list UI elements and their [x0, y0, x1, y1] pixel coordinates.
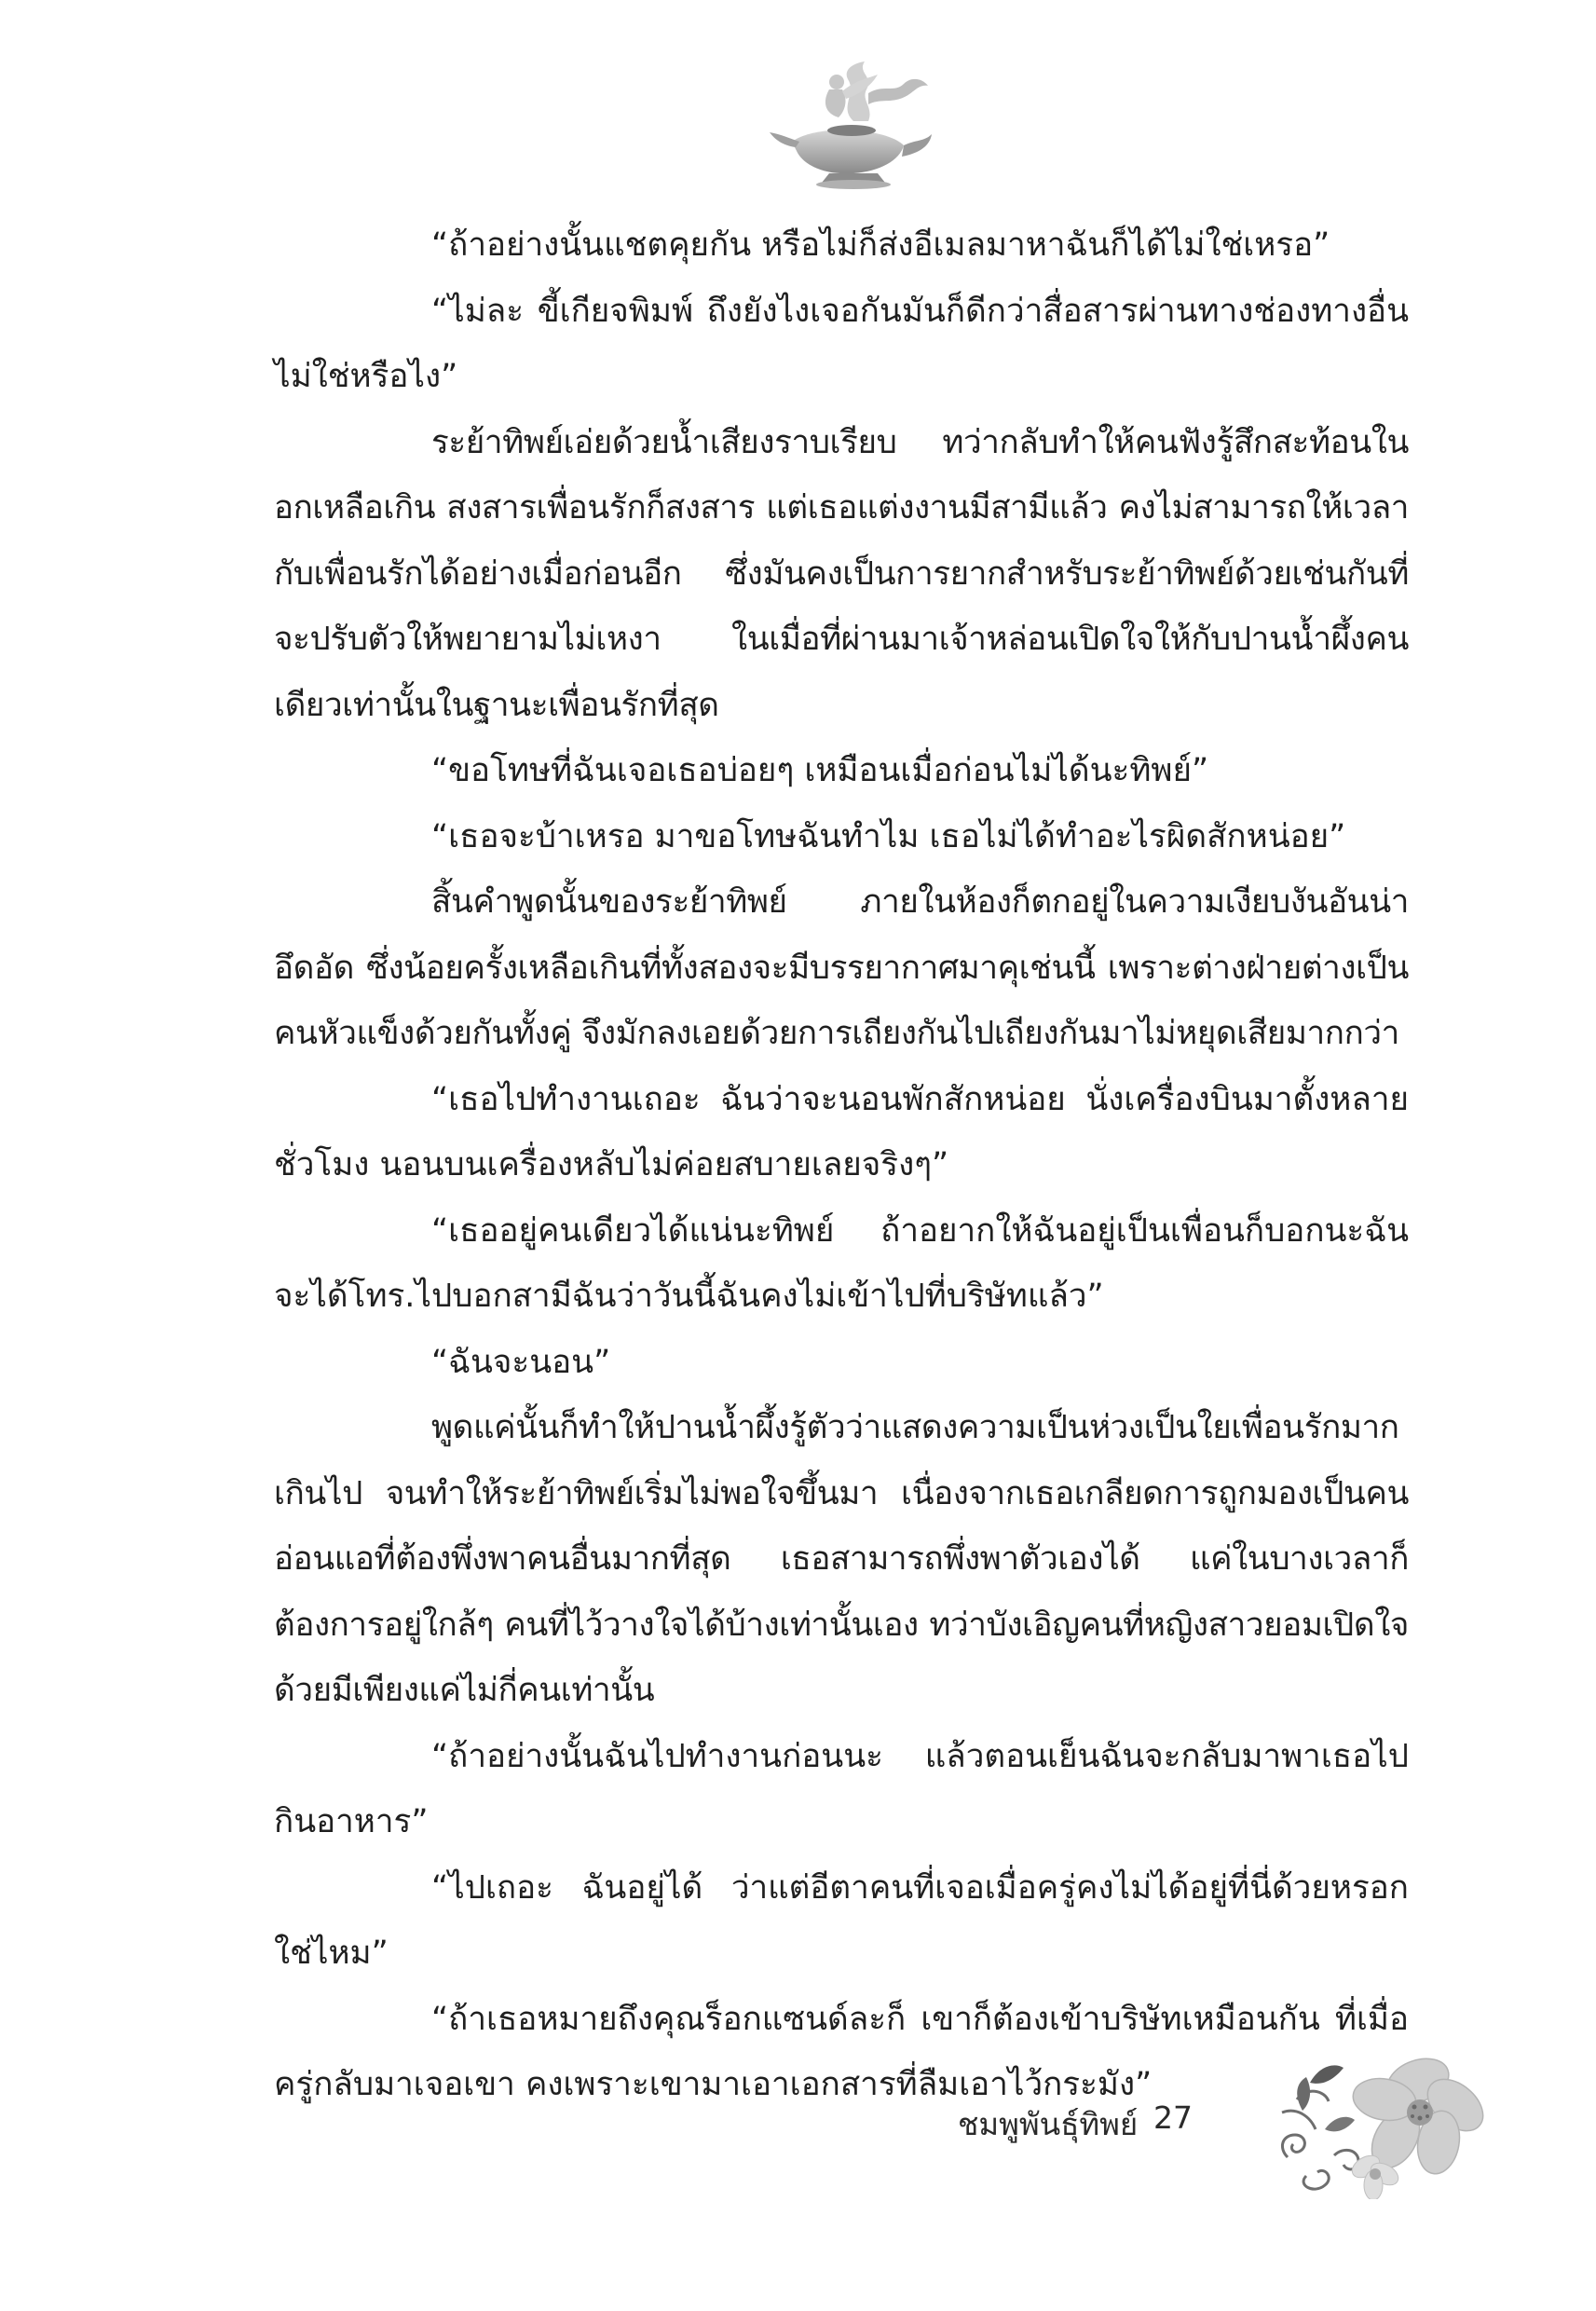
paragraph-5: “เธอจะบ้าเหรอ มาขอโทษฉันทำไม เธอไม่ได้ทำอะไรผิดสักหน่อย”: [431, 817, 1346, 855]
paragraph-9: “ฉันจะนอน”: [431, 1343, 611, 1381]
paragraph-1: “ถ้าอย่างนั้นแชตคุยกัน หรือไม่ก็ส่งอีเมลมาหาฉันก็ได้ไม่ใช่เหรอ”: [431, 226, 1330, 264]
paragraph-11: “ถ้าอย่างนั้นฉันไปทำงานก่อนนะ แล้วตอนเย็นฉันจะกลับมาพาเธอไปกินอาหาร”: [274, 1737, 1409, 1840]
paragraph-8: “เธออยู่คนเดียวได้แน่นะทิพย์ ถ้าอยากให้ฉันอยู่เป็นเพื่อนก็บอกนะฉันจะได้โทร.ไปบอกสามีฉันว่าวันนี้ฉันคงไม่เข้าไปที่บริษัทแล้ว”: [274, 1211, 1409, 1315]
paragraph-12: “ไปเถอะ ฉันอยู่ได้ ว่าแต่อีตาคนที่เจอเมื่อครู่คงไม่ได้อยู่ที่นี่ด้วยหรอกใช่ไหม”: [274, 1868, 1409, 1972]
paragraph-3: ระย้าทิพย์เอ่ยด้วยน้ำเสียงราบเรียบ ทว่ากลับทำให้คนฟังรู้สึกสะท้อนในอกเหลือเกิน สงสารเพื่อนรักก็สงสาร แต่เธอแต่งงานมีสามีแล้ว คงไม่สามารถให้เวลากับเพื่อนรักได้อย่างเมื่อก่อนอีก ซึ่งมันคงเป็นการยากสำหรับระย้าทิพย์ด้วยเช่นกันที่จะปรับตัวให้พยายามไม่เหงา ในเมื่อที่ผ่านมาเจ้าหล่อนเปิดใจให้กับปานน้ำผึ้งคนเดียวเท่านั้นในฐานะเพื่อนรักที่สุด: [274, 423, 1409, 724]
paragraph-4: “ขอโทษที่ฉันเจอเธอบ่อยๆ เหมือนเมื่อก่อนไม่ได้นะทิพย์”: [431, 752, 1209, 789]
story-text: [274, 212, 1409, 2118]
paragraph-2: “ไม่ละ ขี้เกียจพิมพ์ ถึงยังไงเจอกันมันก็ดีกว่าสื่อสารผ่านทางช่องทางอื่นไม่ใช่หรือไง”: [274, 292, 1409, 395]
paragraph-10: พูดแค่นั้นก็ทำให้ปานน้ำผึ้งรู้ตัวว่าแสดงความเป็นห่วงเป็นใยเพื่อนรักมากเกินไป จนทำให้ระย้าทิพย์เริ่มไม่พอใจขึ้นมา เนื่องจากเธอเกลียดการถูกมองเป็นคนอ่อนแอที่ต้องพึ่งพาคนอื่นมากที่สุด เธอสามารถพึ่งพาตัวเองได้ แค่ในบางเวลาก็ต้องการอยู่ใกล้ๆ คนที่ไว้วางใจได้บ้างเท่านั้นเอง ทว่าบังเอิญคนที่หญิงสาวยอมเปิดใจด้วยมีเพียงแค่ไม่กี่คนเท่านั้น: [274, 1409, 1409, 1709]
paragraph-7: “เธอไปทำงานเถอะ ฉันว่าจะนอนพักสักหน่อย นั่งเครื่องบินมาตั้งหลายชั่วโมง นอนบนเครื่องหลับไม่ค่อยสบายเลยจริงๆ”: [274, 1080, 1409, 1183]
paragraph-13: “ถ้าเธอหมายถึงคุณร็อกแซนด์ละก็ เขาก็ต้องเข้าบริษัทเหมือนกัน ที่เมื่อครู่กลับมาเจอเขา คงเพราะเขามาเอาเอกสารที่ลืมเอาไว้กระมัง”: [274, 2000, 1409, 2103]
book-title: ชมพูพันธุ์ทิพย์: [958, 2106, 1139, 2142]
page-number: 27: [1153, 2099, 1193, 2136]
angel-teapot-ornament-icon: [764, 56, 941, 191]
paragraph-6: สิ้นคำพูดนั้นของระย้าทิพย์ ภายในห้องก็ตกอยู่ในความเงียบงันอันน่าอึดอัด ซึ่งน้อยครั้งเหลือเกินที่ทั้งสองจะมีบรรยากาศมาคุเช่นนี้ เพราะต่างฝ่ายต่างเป็นคนหัวแข็งด้วยกันทั้งคู่ จึงมักลงเอยด้วยการเถียงกันไปเถียงกันมาไม่หยุดเสียมากกว่า: [274, 883, 1409, 1052]
flower-ornament-icon: [1269, 2045, 1493, 2199]
